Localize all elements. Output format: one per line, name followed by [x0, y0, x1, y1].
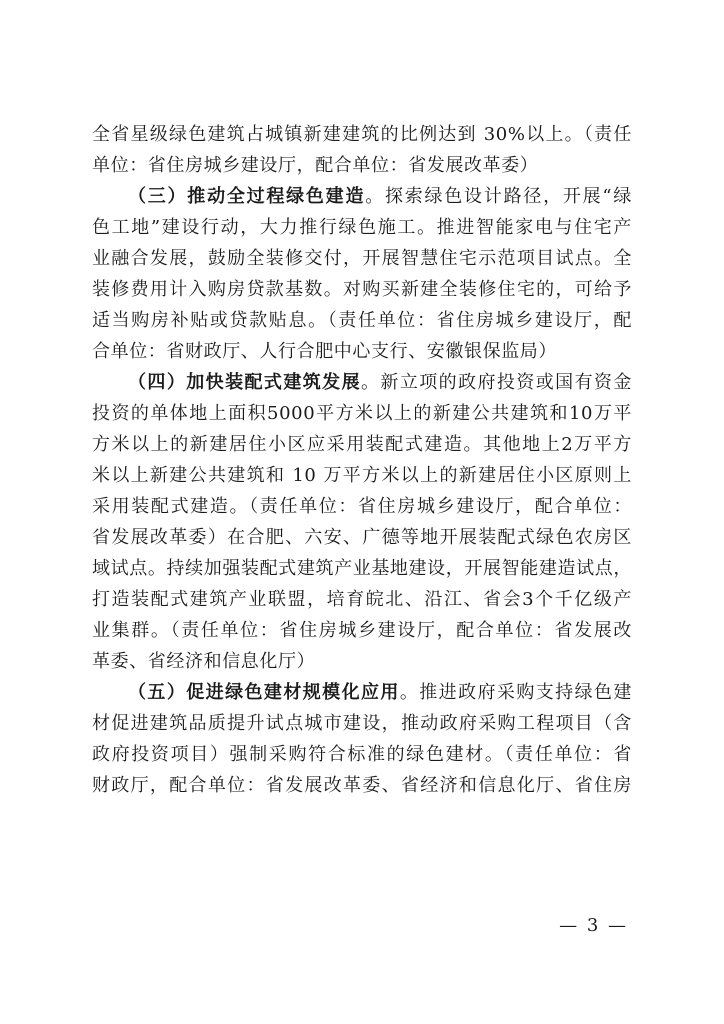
text-run: 财政厅，配合单位：省发展改革委、省经济和信息化厅、省住房 — [92, 775, 632, 796]
text-line — [92, 460, 632, 491]
text-run: 业集群。（责任单位：省住房城乡建设厅，配合单位：省发展改 — [92, 620, 632, 641]
text-line — [92, 708, 632, 739]
text-line — [92, 305, 632, 336]
text-run: 单位：省住房城乡建设厅，配合单位：省发展改革委） — [92, 155, 539, 176]
text-line — [92, 584, 632, 615]
text-line — [92, 398, 632, 429]
text-line — [92, 336, 632, 367]
text-run: 。推进政府采购支持绿色建 — [399, 682, 632, 703]
section-4-heading-line — [92, 367, 632, 398]
document-page — [92, 119, 632, 801]
text-run: 方米以上的新建居住小区应采用装配式建造。其他地上2万平方 — [92, 434, 632, 455]
text-line — [92, 274, 632, 305]
text-line — [92, 553, 632, 584]
text-run: 全省星级绿色建筑占城镇新建建筑的比例达到 30%以上。（责任 — [92, 124, 632, 145]
text-line — [92, 243, 632, 274]
section-heading: （三）推动全过程绿色建造 — [128, 186, 366, 207]
text-run: 业融合发展，鼓励全装修交付，开展智慧住宅示范项目试点。全 — [92, 248, 632, 269]
text-run: 政府投资项目）强制采购符合标准的绿色建材。（责任单位：省 — [92, 744, 632, 765]
text-run: 。探索绿色设计路径，开展“绿 — [365, 186, 632, 207]
section-heading: （五）促进绿色建材规模化应用 — [128, 682, 400, 703]
text-run: 适当购房补贴或贷款贴息。（责任单位：省住房城乡建设厅，配 — [92, 310, 632, 331]
text-line — [92, 646, 632, 677]
text-run: 革委、省经济和信息化厅） — [92, 651, 316, 672]
section-heading: （四）加快装配式建筑发展 — [128, 372, 361, 393]
text-line — [92, 150, 632, 181]
text-line — [92, 522, 632, 553]
text-run: 投资的单体地上面积5000平方米以上的新建公共建筑和10万平 — [92, 403, 632, 424]
page-number: — 3 — — [559, 915, 628, 936]
section-3-heading-line — [92, 181, 632, 212]
text-run: 材促进建筑品质提升试点城市建设，推动政府采购工程项目（含 — [92, 713, 632, 734]
text-line — [92, 770, 632, 801]
text-run: 采用装配式建造。（责任单位：省住房城乡建设厅，配合单位： — [92, 496, 632, 517]
text-run: 色工地”建设行动，大力推行绿色施工。推进智能家电与住宅产 — [92, 217, 632, 238]
text-line — [92, 491, 632, 522]
text-line — [92, 212, 632, 243]
text-line — [92, 615, 632, 646]
text-run: 域试点。持续加强装配式建筑产业基地建设，开展智能建造试点， — [92, 558, 632, 579]
section-5-heading-line — [92, 677, 632, 708]
text-run: 合单位：省财政厅、人行合肥中心支行、安徽银保监局） — [92, 341, 557, 362]
text-run: 。新立项的政府投资或国有资金 — [361, 372, 633, 393]
text-run: 省发展改革委）在合肥、六安、广德等地开展装配式绿色农房区 — [92, 527, 632, 548]
text-run: 米以上新建公共建筑和 10 万平方米以上的新建居住小区原则上 — [92, 465, 632, 486]
text-line — [92, 429, 632, 460]
text-line — [92, 739, 632, 770]
text-run: 打造装配式建筑产业联盟，培育皖北、沿江、省会3个千亿级产 — [92, 589, 632, 610]
text-line — [92, 119, 632, 150]
text-run: 装修费用计入购房贷款基数。对购买新建全装修住宅的，可给予 — [92, 279, 632, 300]
